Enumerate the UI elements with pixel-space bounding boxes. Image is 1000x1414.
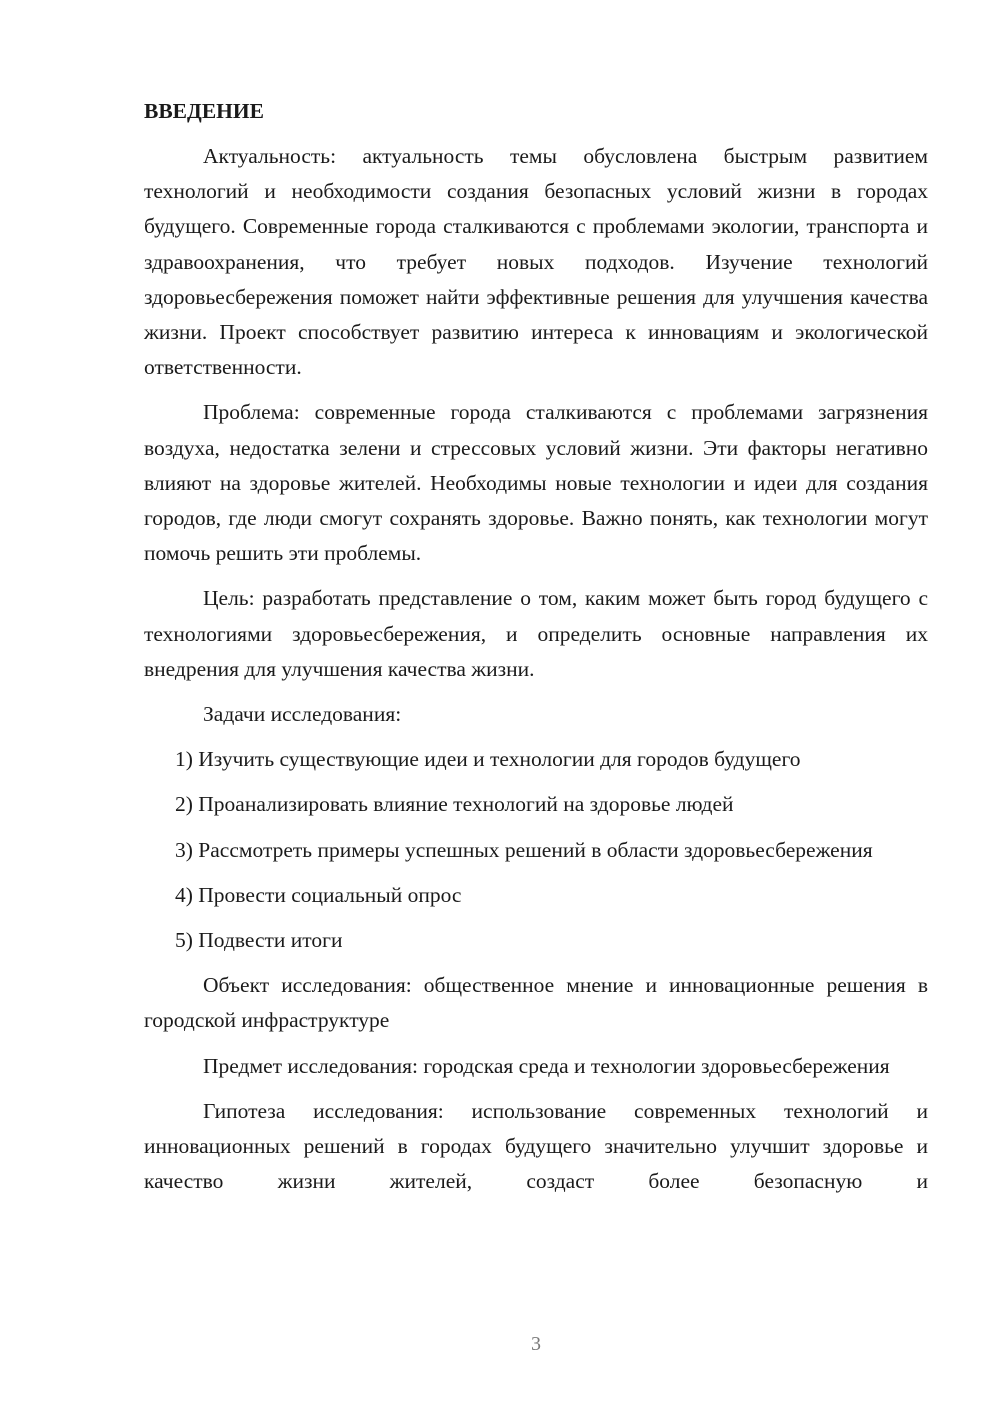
task-item: 2) Проанализировать влияние технологий на здоровье людей [175, 792, 734, 817]
problem-paragraph: Проблема: современные города сталкиваются с проблемами загрязнения воздуха, недостатка зелени и стрессовых условий жизни. Эти факторы негативно влияют на здоровье жителей. Необходимы новые технологии и идеи для создания городов, где люди смогут сохранять здоровье. Важно понять, как технологии могут помочь решить эти проблемы. [144, 400, 928, 566]
page-number: 3 [531, 1333, 541, 1355]
task-item: 5) Подвести итоги [175, 928, 343, 953]
page-body [144, 94, 928, 1199]
task-item: 4) Провести социальный опрос [175, 882, 462, 907]
subject-paragraph: Предмет исследования: городская среда и технологии здоровьесбережения [203, 1053, 890, 1078]
relevance-paragraph: Актуальность: актуальность темы обусловлена быстрым развитием технологий и необходимости создания безопасных условий жизни в городах будущего. Современные города сталкиваются с проблемами экологии, транспорта и здравоохранения, что требует новых подходов. Изучение технологий здоровьесбережения поможет найти эффективные решения для улучшения качества жизни. Проект способствует развитию интереса к инновациям и экологической ответственности. [144, 144, 928, 380]
object-paragraph: Объект исследования: общественное мнение и инновационные решения в городской инфраструктуре [144, 973, 928, 1033]
section-title: ВВЕДЕНИЕ [144, 99, 264, 123]
task-item: 1) Изучить существующие идеи и технологии для городов будущего [175, 747, 801, 772]
tasks-heading: Задачи исследования: [203, 702, 402, 727]
task-item: 3) Рассмотреть примеры успешных решений в области здоровьесбережения [175, 837, 873, 862]
goal-paragraph: Цель: разработать представление о том, каким может быть город будущего с технологиями здоровьесбережения, и определить основные направления их внедрения для улучшения качества жизни. [144, 586, 928, 681]
hypothesis-paragraph: Гипотеза исследования: использование современных технологий и инновационных решений в городах будущего значительно улучшит здоровье и качество жизни жителей, создаст более безопасную и [144, 1098, 928, 1194]
